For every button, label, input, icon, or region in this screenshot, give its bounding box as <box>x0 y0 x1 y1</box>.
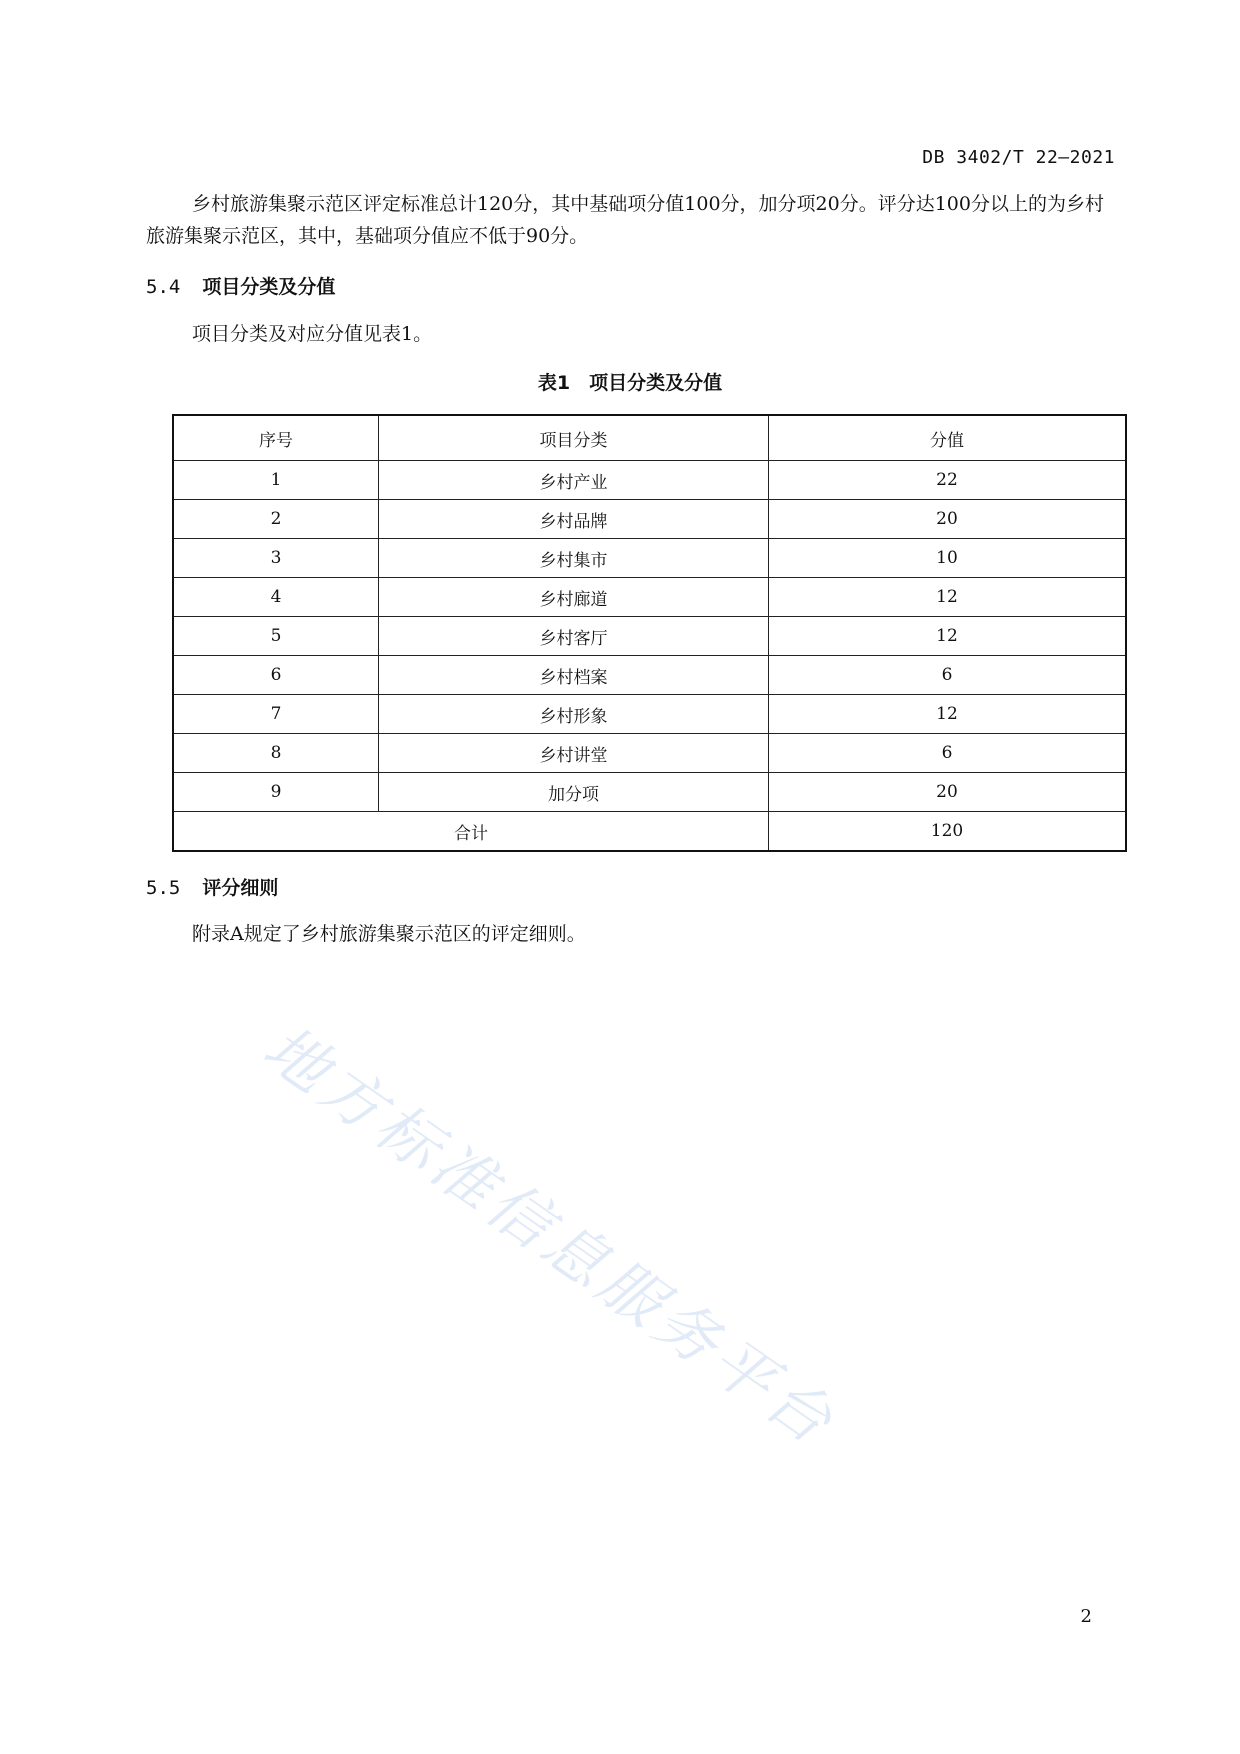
total-value: 120 <box>769 812 1127 852</box>
cell-category: 乡村讲堂 <box>379 734 769 773</box>
table-title: 表1 项目分类及分值 <box>537 372 723 394</box>
section-heading-5-5 <box>146 873 278 900</box>
table-row <box>173 500 1126 539</box>
cell-category: 乡村档案 <box>379 656 769 695</box>
table-row <box>173 656 1126 695</box>
cell-score: 12 <box>769 617 1127 656</box>
cell-index: 5 <box>173 617 379 656</box>
cell-category: 乡村产业 <box>379 461 769 500</box>
intro-paragraph-text: 乡村旅游集聚示范区评定标准总计120分，其中基础项分值100分，加分项20分。评分达100分以上的为乡村旅游集聚示范区，其中，基础项分值应不低于90分。 <box>146 193 1104 247</box>
page-number: 2 <box>1080 1606 1092 1627</box>
table-row <box>173 773 1126 812</box>
intro-paragraph <box>146 188 1118 252</box>
cell-index: 6 <box>173 656 379 695</box>
cell-score: 22 <box>769 461 1127 500</box>
table-row <box>173 695 1126 734</box>
table-reference-paragraph <box>146 318 1118 350</box>
cell-category: 乡村廊道 <box>379 578 769 617</box>
cell-score: 20 <box>769 773 1127 812</box>
header-cell-category: 项目分类 <box>379 415 769 461</box>
document-code: DB 3402/T 22—2021 <box>922 147 1115 168</box>
cell-index: 3 <box>173 539 379 578</box>
cell-index: 7 <box>173 695 379 734</box>
table-row <box>173 578 1126 617</box>
section-title: 评分细则 <box>202 877 279 899</box>
appendix-reference-paragraph <box>146 918 1118 950</box>
section-title: 项目分类及分值 <box>202 276 336 298</box>
table-row <box>173 734 1126 773</box>
table-header-row <box>173 415 1126 461</box>
section-number: 5.4 <box>146 276 181 298</box>
watermark: 地方标准信息服务平台 <box>250 1010 850 1461</box>
section-number: 5.5 <box>146 877 181 899</box>
cell-score: 6 <box>769 656 1127 695</box>
cell-score: 6 <box>769 734 1127 773</box>
cell-category: 乡村客厅 <box>379 617 769 656</box>
cell-score: 12 <box>769 578 1127 617</box>
cell-index: 8 <box>173 734 379 773</box>
cell-category: 乡村形象 <box>379 695 769 734</box>
header-cell-score: 分值 <box>769 415 1127 461</box>
cell-category: 乡村集市 <box>379 539 769 578</box>
table-row <box>173 617 1126 656</box>
cell-score: 10 <box>769 539 1127 578</box>
table-total-row <box>173 812 1126 852</box>
cell-score: 12 <box>769 695 1127 734</box>
table-reference-text: 项目分类及对应分值见表1。 <box>192 323 433 345</box>
cell-category: 加分项 <box>379 773 769 812</box>
header-cell-index: 序号 <box>173 415 379 461</box>
cell-index: 9 <box>173 773 379 812</box>
cell-index: 4 <box>173 578 379 617</box>
table-row <box>173 539 1126 578</box>
table-row <box>173 461 1126 500</box>
cell-category: 乡村品牌 <box>379 500 769 539</box>
cell-index: 1 <box>173 461 379 500</box>
appendix-reference-text: 附录A规定了乡村旅游集聚示范区的评定细则。 <box>192 923 586 945</box>
total-label: 合计 <box>173 812 769 852</box>
cell-index: 2 <box>173 500 379 539</box>
section-heading-5-4 <box>146 272 335 299</box>
score-table <box>172 414 1127 852</box>
cell-score: 20 <box>769 500 1127 539</box>
